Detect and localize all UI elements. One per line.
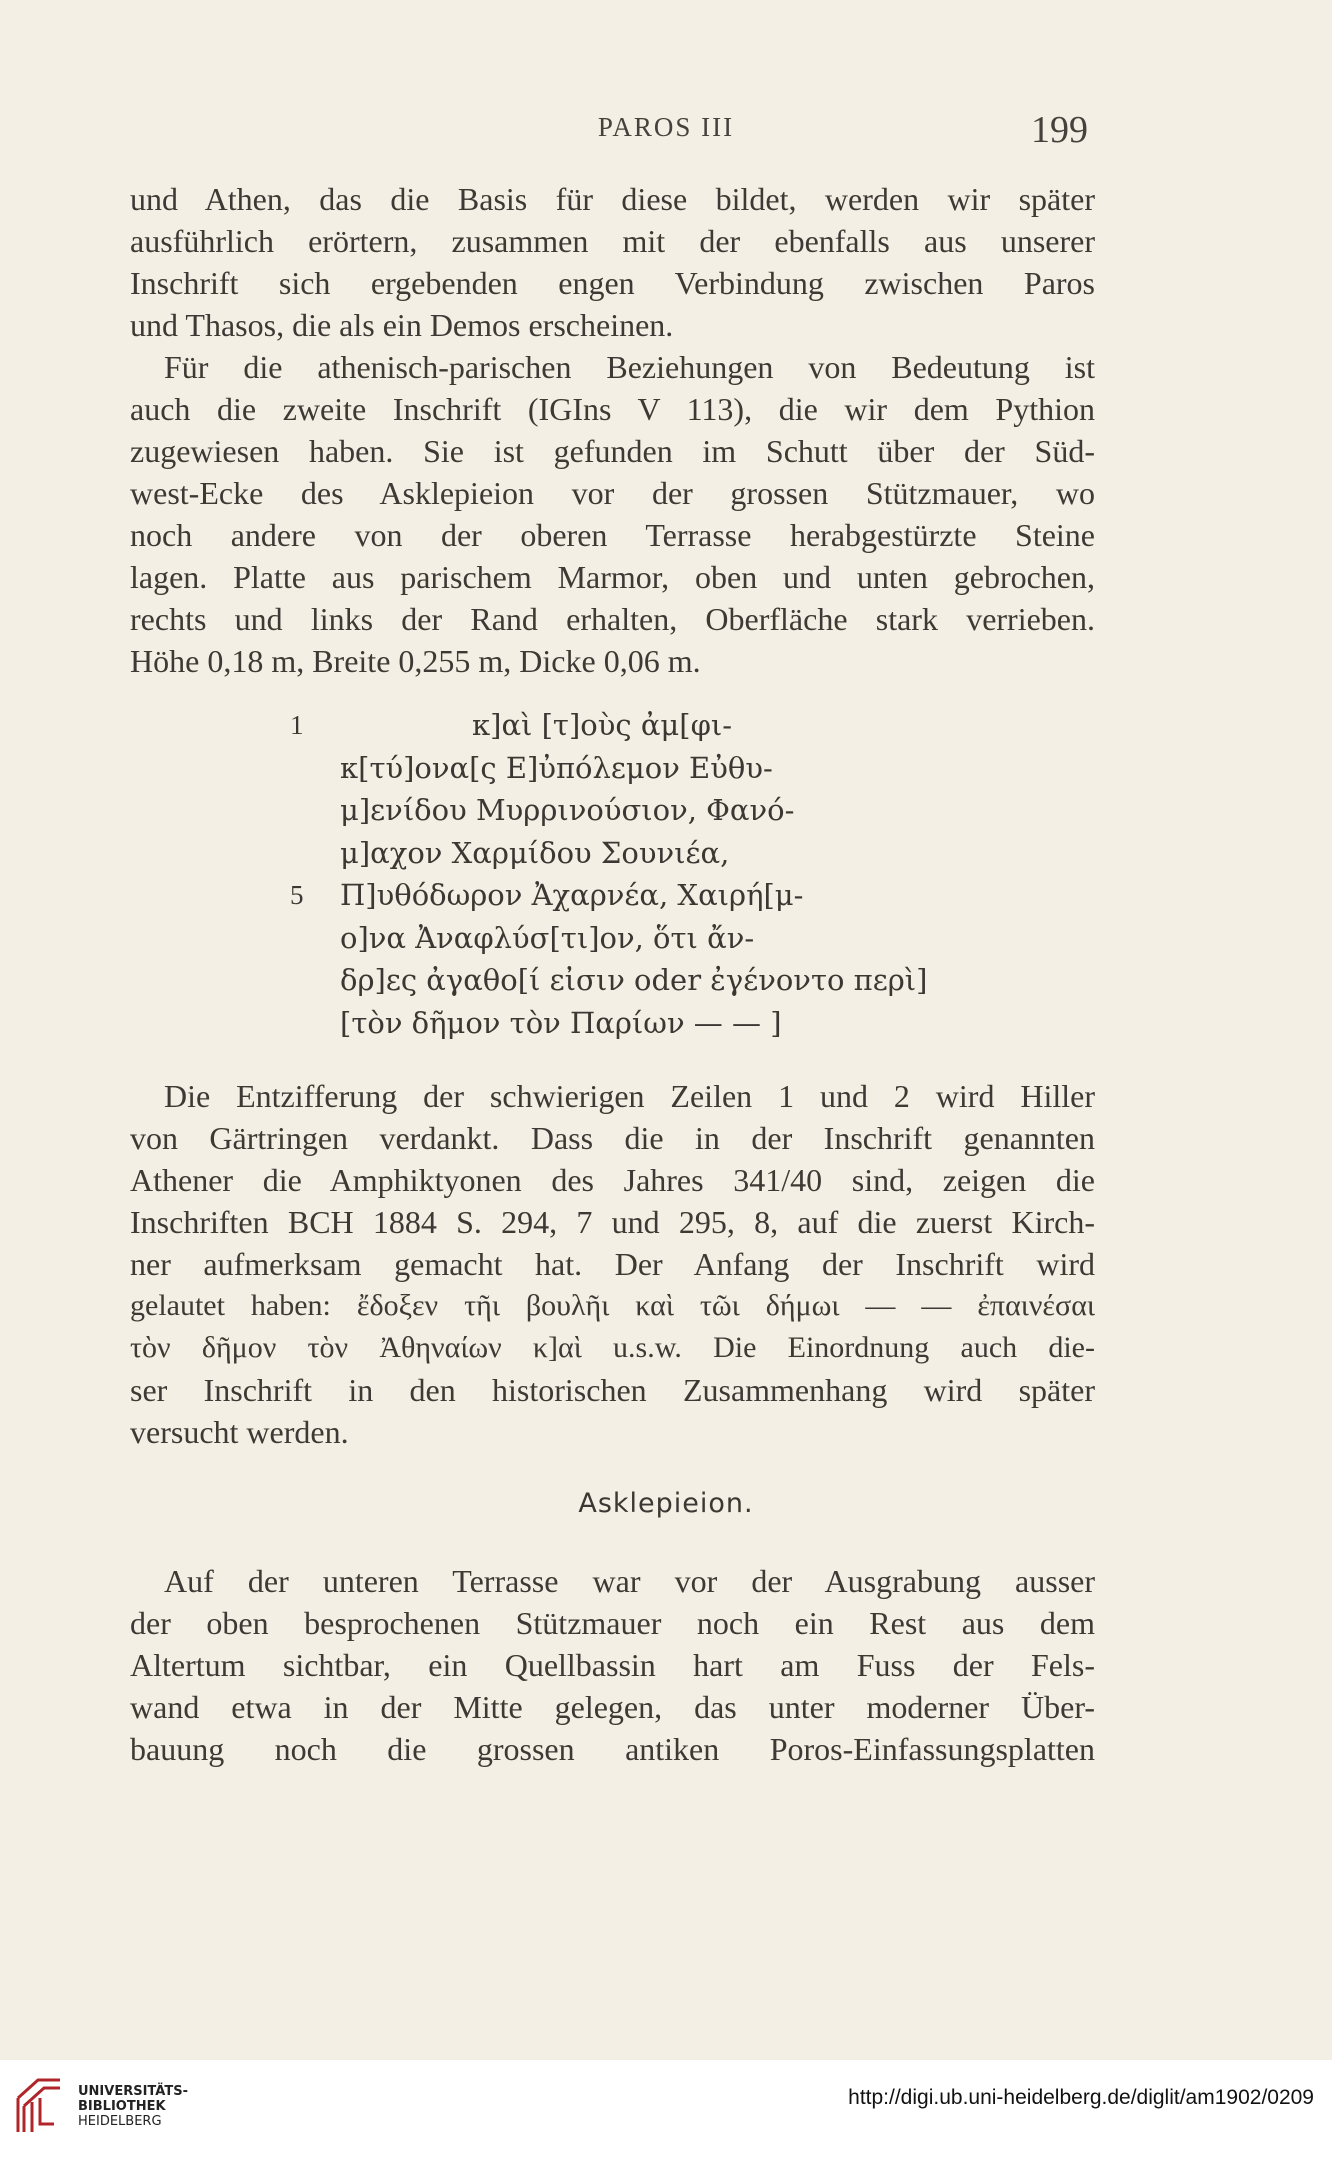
inscription-line — [292, 704, 912, 747]
footer-bar — [0, 2060, 1332, 2158]
inscription-text: κ[τύ]ονα[ς Ε]ὐπόλεμον Εὐθυ- — [340, 750, 773, 785]
paragraph-2 — [130, 346, 1095, 682]
library-name-line: HEIDELBERG — [78, 2114, 162, 2129]
paragraph-3 — [130, 1075, 1095, 1453]
inscription-text: κ]αὶ [τ]οὺς ἀμ[φι- — [472, 708, 733, 742]
text-line: τὸν δῆμον τὸν Ἀθηναίων κ]αὶ u.s.w. Die Einordnung auch die- — [130, 1331, 1095, 1364]
text-line: zugewiesen haben. Sie ist gefunden im Schutt über der Süd- — [130, 433, 1095, 469]
section-heading: Asklepieion. — [578, 1488, 754, 1519]
inscription-text: δρ]ες ἀγαθο[ί εἰσιν oder ἐγένοντο περὶ] — [340, 963, 928, 997]
text-line: wand etwa in der Mitte gelegen, das unter moderner Über- — [130, 1689, 1095, 1725]
inscription-line — [292, 789, 912, 832]
text-line: lagen. Platte aus parischem Marmor, oben und unten gebrochen, — [130, 559, 1095, 595]
text-line: ner aufmerksam gemacht hat. Der Anfang der Inschrift wird — [130, 1246, 1095, 1282]
running-title: PAROS III — [597, 112, 735, 142]
text-line: noch andere von der oberen Terrasse herabgestürzte Steine — [130, 517, 1095, 553]
inscription-text: μ]αχον Χαρμίδου Σουνιέα, — [340, 835, 730, 870]
text-line: Für die athenisch-parischen Beziehungen von Bedeutung ist — [164, 349, 1095, 385]
inscription-text: ο]να Ἀναφλύσ[τι]ον, ὅτι ἄν- — [340, 920, 755, 955]
paragraph-1 — [130, 178, 1095, 346]
text-line: Athener die Amphiktyonen des Jahres 341/40 sind, zeigen die — [130, 1162, 1095, 1198]
text-line: Die Entzifferung der schwierigen Zeilen 1 und 2 wird Hiller — [164, 1078, 1095, 1114]
inscription-line — [292, 1002, 912, 1045]
text-line: und Thasos, die als ein Demos erscheinen. — [130, 307, 674, 343]
inscription-line — [292, 874, 912, 917]
library-name — [78, 2084, 188, 2129]
library-name-line: BIBLIOTHEK — [78, 2099, 166, 2114]
text-line: bauung noch die grossen antiken Poros-Einfassungsplatten — [130, 1731, 1095, 1767]
line-number: 1 — [290, 710, 304, 740]
inscription-text: μ]ενίδου Μυρρινούσιον, Φανό- — [340, 793, 795, 827]
inscription-text: [τὸν δῆμον τὸν Παρίων — — ] — [340, 1005, 782, 1040]
text-line: gelautet haben: ἔδοξεν τῆι βουλῆι καὶ τῶι δήμωι — — ἐπαινέσαι — [130, 1289, 1095, 1322]
text-line: Inschrift sich ergebenden engen Verbindung zwischen Paros — [130, 265, 1095, 301]
inscription-line — [292, 747, 912, 790]
source-url[interactable]: http://digi.ub.uni-heidelberg.de/diglit/am1902/0209 — [848, 2086, 1314, 2109]
text-line: rechts und links der Rand erhalten, Oberfläche stark verrieben. — [130, 601, 1095, 637]
text-line: von Gärtringen verdankt. Dass die in der Inschrift genannten — [130, 1120, 1095, 1156]
text-line: Altertum sichtbar, ein Quellbassin hart am Fuss der Fels- — [130, 1647, 1095, 1683]
library-logo-icon — [14, 2076, 66, 2136]
inscription-line — [292, 917, 912, 960]
text-line: und Athen, das die Basis für diese bildet, werden wir später — [130, 181, 1095, 217]
text-line: versucht werden. — [130, 1414, 349, 1450]
text-line: Höhe 0,18 m, Breite 0,255 m, Dicke 0,06 m. — [130, 643, 701, 679]
text-line: ausführlich erörtern, zusammen mit der ebenfalls aus unserer — [130, 223, 1095, 259]
text-line: der oben besprochenen Stützmauer noch ein Rest aus dem — [130, 1605, 1095, 1641]
inscription-line — [292, 959, 928, 1002]
text-line: ser Inschrift in den historischen Zusammenhang wird später — [130, 1372, 1095, 1408]
library-name-line: UNIVERSITÄTS- — [78, 2084, 188, 2099]
inscription-block — [290, 704, 928, 1044]
text-line: Inschriften BCH 1884 S. 294, 7 und 295, 8, auf die zuerst Kirch- — [130, 1204, 1095, 1240]
line-number: 5 — [290, 880, 304, 910]
page-number: 199 — [1031, 109, 1088, 151]
text-line: auch die zweite Inschrift (IGIns V 113), die wir dem Pythion — [130, 391, 1095, 427]
inscription-text: Π]υθόδωρον Ἀχαρνέα, Χαιρή[μ- — [340, 878, 804, 912]
text-line: Auf der unteren Terrasse war vor der Ausgrabung ausser — [164, 1563, 1095, 1599]
text-line: west-Ecke des Asklepieion vor der grossen Stützmauer, wo — [130, 475, 1095, 511]
inscription-line — [292, 832, 912, 875]
paragraph-4 — [130, 1560, 1095, 1770]
